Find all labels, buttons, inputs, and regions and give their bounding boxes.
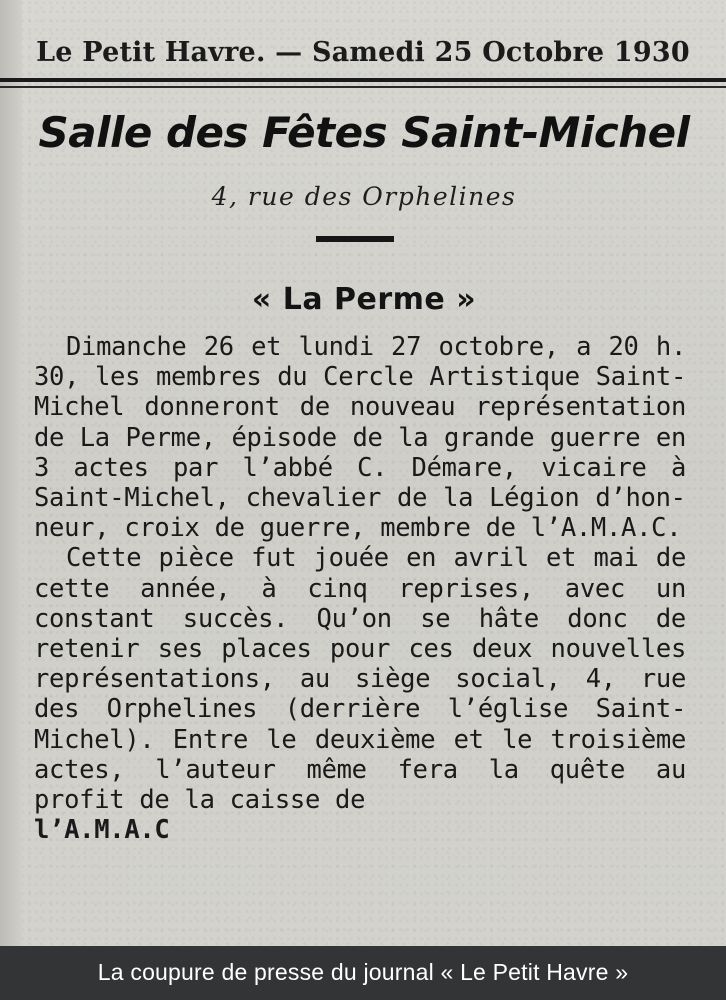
title-divider: [316, 236, 394, 242]
newspaper-masthead: Le Petit Havre. — Samedi 25 Octobre 1930: [36, 37, 690, 68]
article-closing: l’A.M.A.C: [34, 815, 170, 846]
masthead-rule-thin: [0, 86, 726, 88]
article-paragraph-1: Dimanche 26 et lundi 27 octobre, a 20 h. 30, les membres du Cercle Artistique Saint-Michel donneront de nouveau représentation de La Perme, épisode de la grande guerre en 3 actes par l’abbé C. Démare, vicaire à Saint-Michel, chevalier de la Légion d’honneur, croix de guerre, membre de l’A.M.A.C.: [34, 332, 686, 544]
article-address: 4, rue des Orphelines: [211, 182, 517, 211]
caption-bar: [0, 946, 726, 1000]
play-title: « La Perme »: [251, 282, 477, 317]
masthead-rule-thick: [0, 78, 726, 82]
clipping-edge: [0, 0, 22, 946]
article-paragraph-2: Cette pièce fut jouée en avril et mai de cette année, à cinq reprises, avec un constant succès. Qu’on se hâte donc de retenir ses places pour ces deux nouvelles représentations, au siège social, 4, rue des Orphelines (derrière l’église Saint-Michel). Entre le deuxième et le troisième actes, l’auteur même fera la quête au profit de la caisse de: [34, 543, 686, 816]
article-body: [34, 332, 686, 845]
caption-text: La coupure de presse du journal « Le Petit Havre »: [97, 959, 629, 985]
article-title: Salle des Fêtes Saint-Michel: [38, 108, 690, 157]
